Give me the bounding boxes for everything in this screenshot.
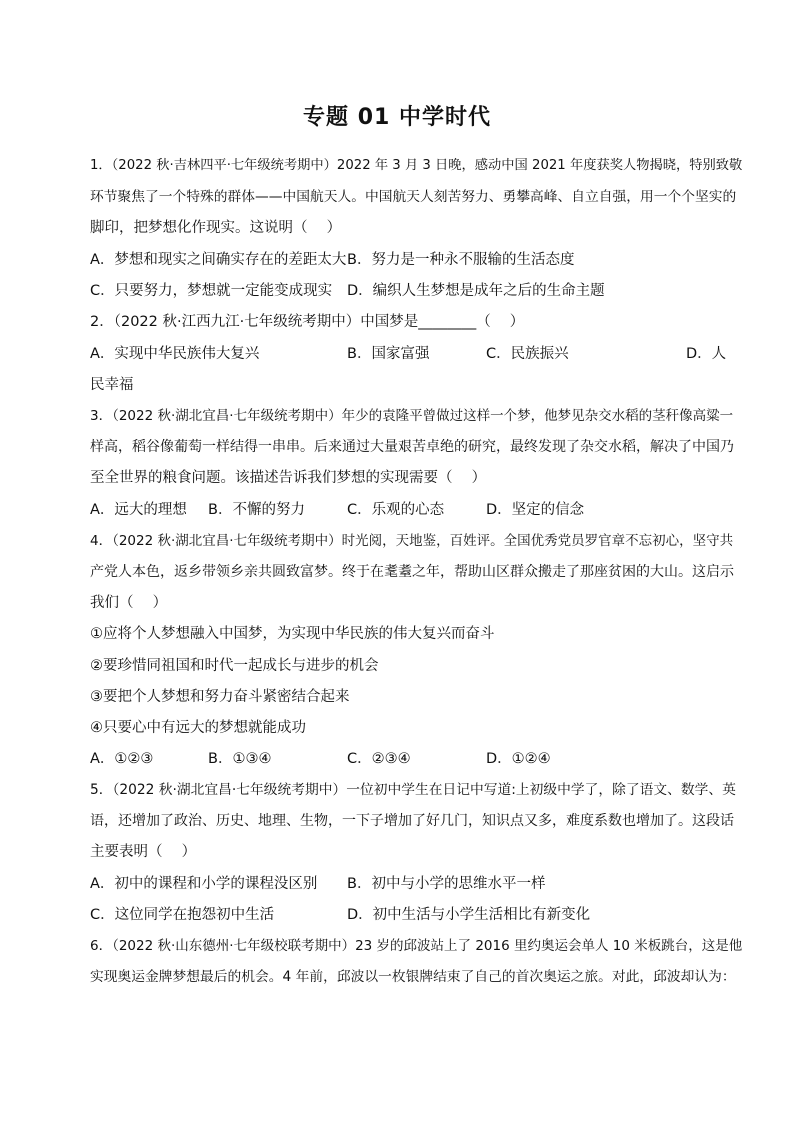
q1-option-b[interactable]: B．努力是一种永不服输的生活态度 (347, 252, 575, 268)
q4-statement-4: ④只要心中有远大的梦想就能成功 (90, 720, 306, 736)
q4-option-b[interactable]: B．①③④ (208, 751, 272, 767)
q1-stem-line2: 环节聚焦了一个特殊的群体——中国航天人。中国航天人刻苦努力、勇攀高峰、自立自强，用一个个坚实的 (90, 189, 737, 205)
q4-statement-1: ①应将个人梦想融入中国梦，为实现中华民族的伟大复兴而奋斗 (90, 626, 495, 642)
q2-option-a[interactable]: A．实现中华民族伟大复兴 (90, 346, 260, 362)
q5-option-b[interactable]: B．初中与小学的思维水平一样 (347, 876, 546, 892)
q4-option-c[interactable]: C．②③④ (347, 751, 411, 767)
q3-stem-line3: 至全世界的粮食问题。该描述告诉我们梦想的实现需要（ ） (90, 470, 487, 486)
q3-stem-line1: 3．（2022 秋·湖北宜昌·七年级统考期中）年少的袁隆平曾做过这样一个梦，他梦见杂交水稻的茎秆像高粱一 (90, 408, 734, 424)
q5-stem-line2: 语，还增加了政治、历史、地理、生物，一下子增加了好几门，知识点又多，难度系数也增加了。这段话 (90, 813, 734, 829)
q4-stem-line2: 产党人本色，返乡带领乡亲共圆致富梦。终于在耄耋之年，帮助山区群众搬走了那座贫困的大山。这启示 (90, 564, 734, 580)
q5-option-c[interactable]: C．这位同学在抱怨初中生活 (90, 907, 275, 923)
q2-stem-line1: 2．（2022 秋·江西九江·七年级统考期中）中国梦是________（ ） (90, 314, 525, 330)
page-title: 专题 01 中学时代 (303, 105, 491, 130)
q2-option-c[interactable]: C．民族振兴 (486, 346, 569, 362)
q3-option-c[interactable]: C．乐观的心态 (347, 502, 445, 518)
q5-option-d[interactable]: D．初中生活与小学生活相比有新变化 (347, 907, 591, 923)
q1-option-d[interactable]: D．编织人生梦想是成年之后的生命主题 (347, 283, 605, 299)
q4-statement-2: ②要珍惜同祖国和时代一起成长与进步的机会 (90, 658, 379, 674)
q5-stem-line3: 主要表明（ ） (90, 844, 197, 860)
q4-option-a[interactable]: A．①②③ (90, 751, 154, 767)
q4-stem-line3: 我们（ ） (90, 595, 168, 611)
q4-stem-line1: 4．（2022 秋·湖北宜昌·七年级统考期中）时光阅，天地鉴，百姓评。全国优秀党员罗官章不忘初心，坚守共 (90, 533, 734, 549)
q5-stem-line1: 5．（2022 秋·湖北宜昌·七年级统考期中）一位初中学生在日记中写道:上初级中学了，除了语文、数学、英 (90, 782, 736, 798)
q6-stem-line2: 实现奥运金牌梦想最后的机会。4 年前，邱波以一枚银牌结束了自己的首次奥运之旅。对此，邱波却认为： (90, 969, 736, 985)
q4-statement-3: ③要把个人梦想和努力奋斗紧密结合起来 (90, 689, 350, 705)
q2-option-d[interactable]: D．人 (686, 346, 727, 362)
q3-stem-line2: 样高，稻谷像葡萄一样结得一串串。后来通过大量艰苦卓绝的研究，最终发现了杂交水稻，解决了中国乃 (90, 439, 734, 455)
q4-option-d[interactable]: D．①②④ (486, 751, 551, 767)
q2-option-b[interactable]: B．国家富强 (347, 346, 430, 362)
q1-stem-line3: 脚印，把梦想化作现实。这说明（ ） (90, 220, 342, 236)
q3-option-b[interactable]: B．不懈的努力 (208, 502, 305, 518)
q3-option-d[interactable]: D．坚定的信念 (486, 502, 585, 518)
q1-option-a[interactable]: A．梦想和现实之间确实存在的差距太大 (90, 252, 347, 268)
q1-stem-line1: 1．（2022 秋·吉林四平·七年级统考期中）2022 年 3 月 3 日晚，感动中国 2021 年度获奖人物揭晓，特别致敬 (90, 158, 743, 173)
q5-option-a[interactable]: A．初中的课程和小学的课程没区别 (90, 876, 318, 892)
q2-option-d-continued: 民幸福 (90, 377, 134, 393)
q3-option-a[interactable]: A．远大的理想 (90, 502, 187, 518)
q1-option-c[interactable]: C．只要努力，梦想就一定能变成现实 (90, 283, 333, 299)
q6-stem-line1: 6．（2022 秋·山东德州·七年级校联考期中）23 岁的邱波站上了 2016 里约奥运会单人 10 米板跳台，这是他 (90, 938, 743, 954)
